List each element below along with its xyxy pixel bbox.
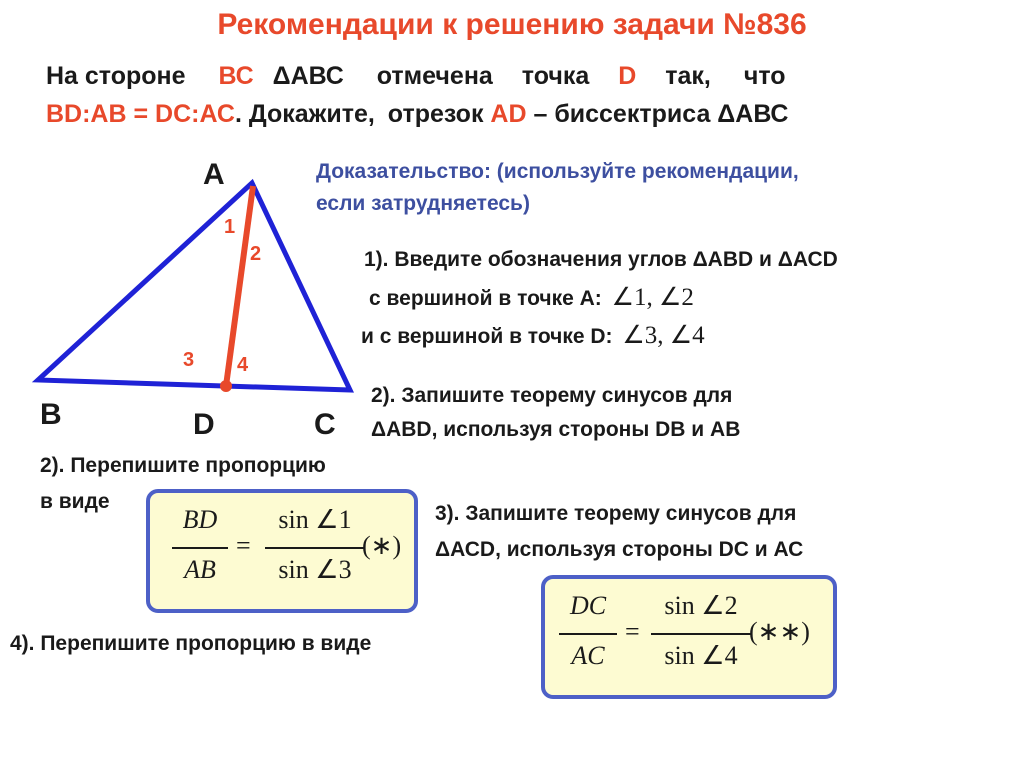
vertex-b-label: B xyxy=(40,398,62,431)
angle-3-label: 3 xyxy=(183,349,195,371)
vertex-c-label: C xyxy=(314,408,336,441)
statement-text: отмечена xyxy=(376,62,493,90)
step4-line: 4). Перепишите пропорцию в виде xyxy=(10,632,372,655)
angle-4-label: 4 xyxy=(237,354,249,376)
step1-vertex-a-text: с вершиной в точке А: xyxy=(369,287,602,310)
point-d: D xyxy=(618,62,637,90)
statement-text: что xyxy=(743,62,786,90)
statement-text: отрезок xyxy=(387,100,484,128)
step3-line2: ΔАСD, используя стороны DС и АС xyxy=(435,538,804,561)
angle-1-label: 1 xyxy=(224,216,236,238)
angles-3-4: ∠3, ∠4 xyxy=(622,322,705,349)
f1-den-left: AB xyxy=(184,555,216,584)
step2a-line1: 2). Запишите теорему синусов для xyxy=(371,384,733,407)
f2-equals: = xyxy=(625,617,640,646)
f2-num-right: sin ∠2 xyxy=(664,591,738,620)
f1-num-left: BD xyxy=(182,505,218,534)
vertex-d-label: D xyxy=(193,408,215,441)
segment-ad: АD xyxy=(490,100,527,128)
step1-line2 xyxy=(369,282,694,315)
f1-line-left xyxy=(172,547,228,549)
f1-line-right xyxy=(265,547,365,549)
statement-text: точка xyxy=(521,62,590,90)
segment-bc: ВС xyxy=(218,62,254,90)
step3-line1: 3). Запишите теорему синусов для xyxy=(435,502,797,525)
angles-1-2: ∠1, ∠2 xyxy=(611,284,694,311)
statement-text: так, xyxy=(665,62,711,90)
f1-den-right: sin ∠3 xyxy=(278,555,352,584)
f1-tag: (∗) xyxy=(362,531,402,560)
ratio-condition: ВD:АВ = DС:АС xyxy=(46,100,235,128)
f2-den-right: sin ∠4 xyxy=(664,641,738,670)
step2b-line2: в виде xyxy=(40,490,110,513)
step2b-line1: 2). Перепишите пропорцию xyxy=(40,454,326,477)
f2-line-left xyxy=(559,633,617,635)
step1-line1: 1). Введите обозначения углов ΔАВD и ΔАСD xyxy=(364,248,838,271)
proof-hint-line1: Доказательство: (используйте рекомендации, xyxy=(316,160,799,183)
formula-box-1 xyxy=(146,489,418,613)
formula-box-2 xyxy=(541,575,837,699)
statement-text: – биссектриса ΔАВС xyxy=(533,100,789,128)
f2-num-left: DC xyxy=(569,591,607,620)
f1-num-right: sin ∠1 xyxy=(278,505,352,534)
statement-text: На стороне xyxy=(46,62,186,90)
f2-tag: (∗∗) xyxy=(749,617,810,646)
triangle-abc: ΔАВС xyxy=(272,62,344,90)
f2-line-right xyxy=(651,633,751,635)
point-d-dot xyxy=(220,380,232,392)
statement-text: . Докажите, xyxy=(234,100,375,128)
proof-hint xyxy=(316,156,799,220)
f1-equals: = xyxy=(236,531,251,560)
vertex-a-label: A xyxy=(203,158,225,191)
angle-2-label: 2 xyxy=(250,243,262,265)
page-title: Рекомендации к решению задачи №836 xyxy=(217,8,807,41)
proof-hint-line2: если затрудняетесь) xyxy=(316,192,530,215)
step1-line3 xyxy=(361,320,705,353)
step2a-line2: ΔАВD, используя стороны DВ и АВ xyxy=(371,418,741,441)
f2-den-left: AC xyxy=(571,641,605,670)
step1-vertex-d-text: и с вершиной в точке D: xyxy=(361,325,613,348)
